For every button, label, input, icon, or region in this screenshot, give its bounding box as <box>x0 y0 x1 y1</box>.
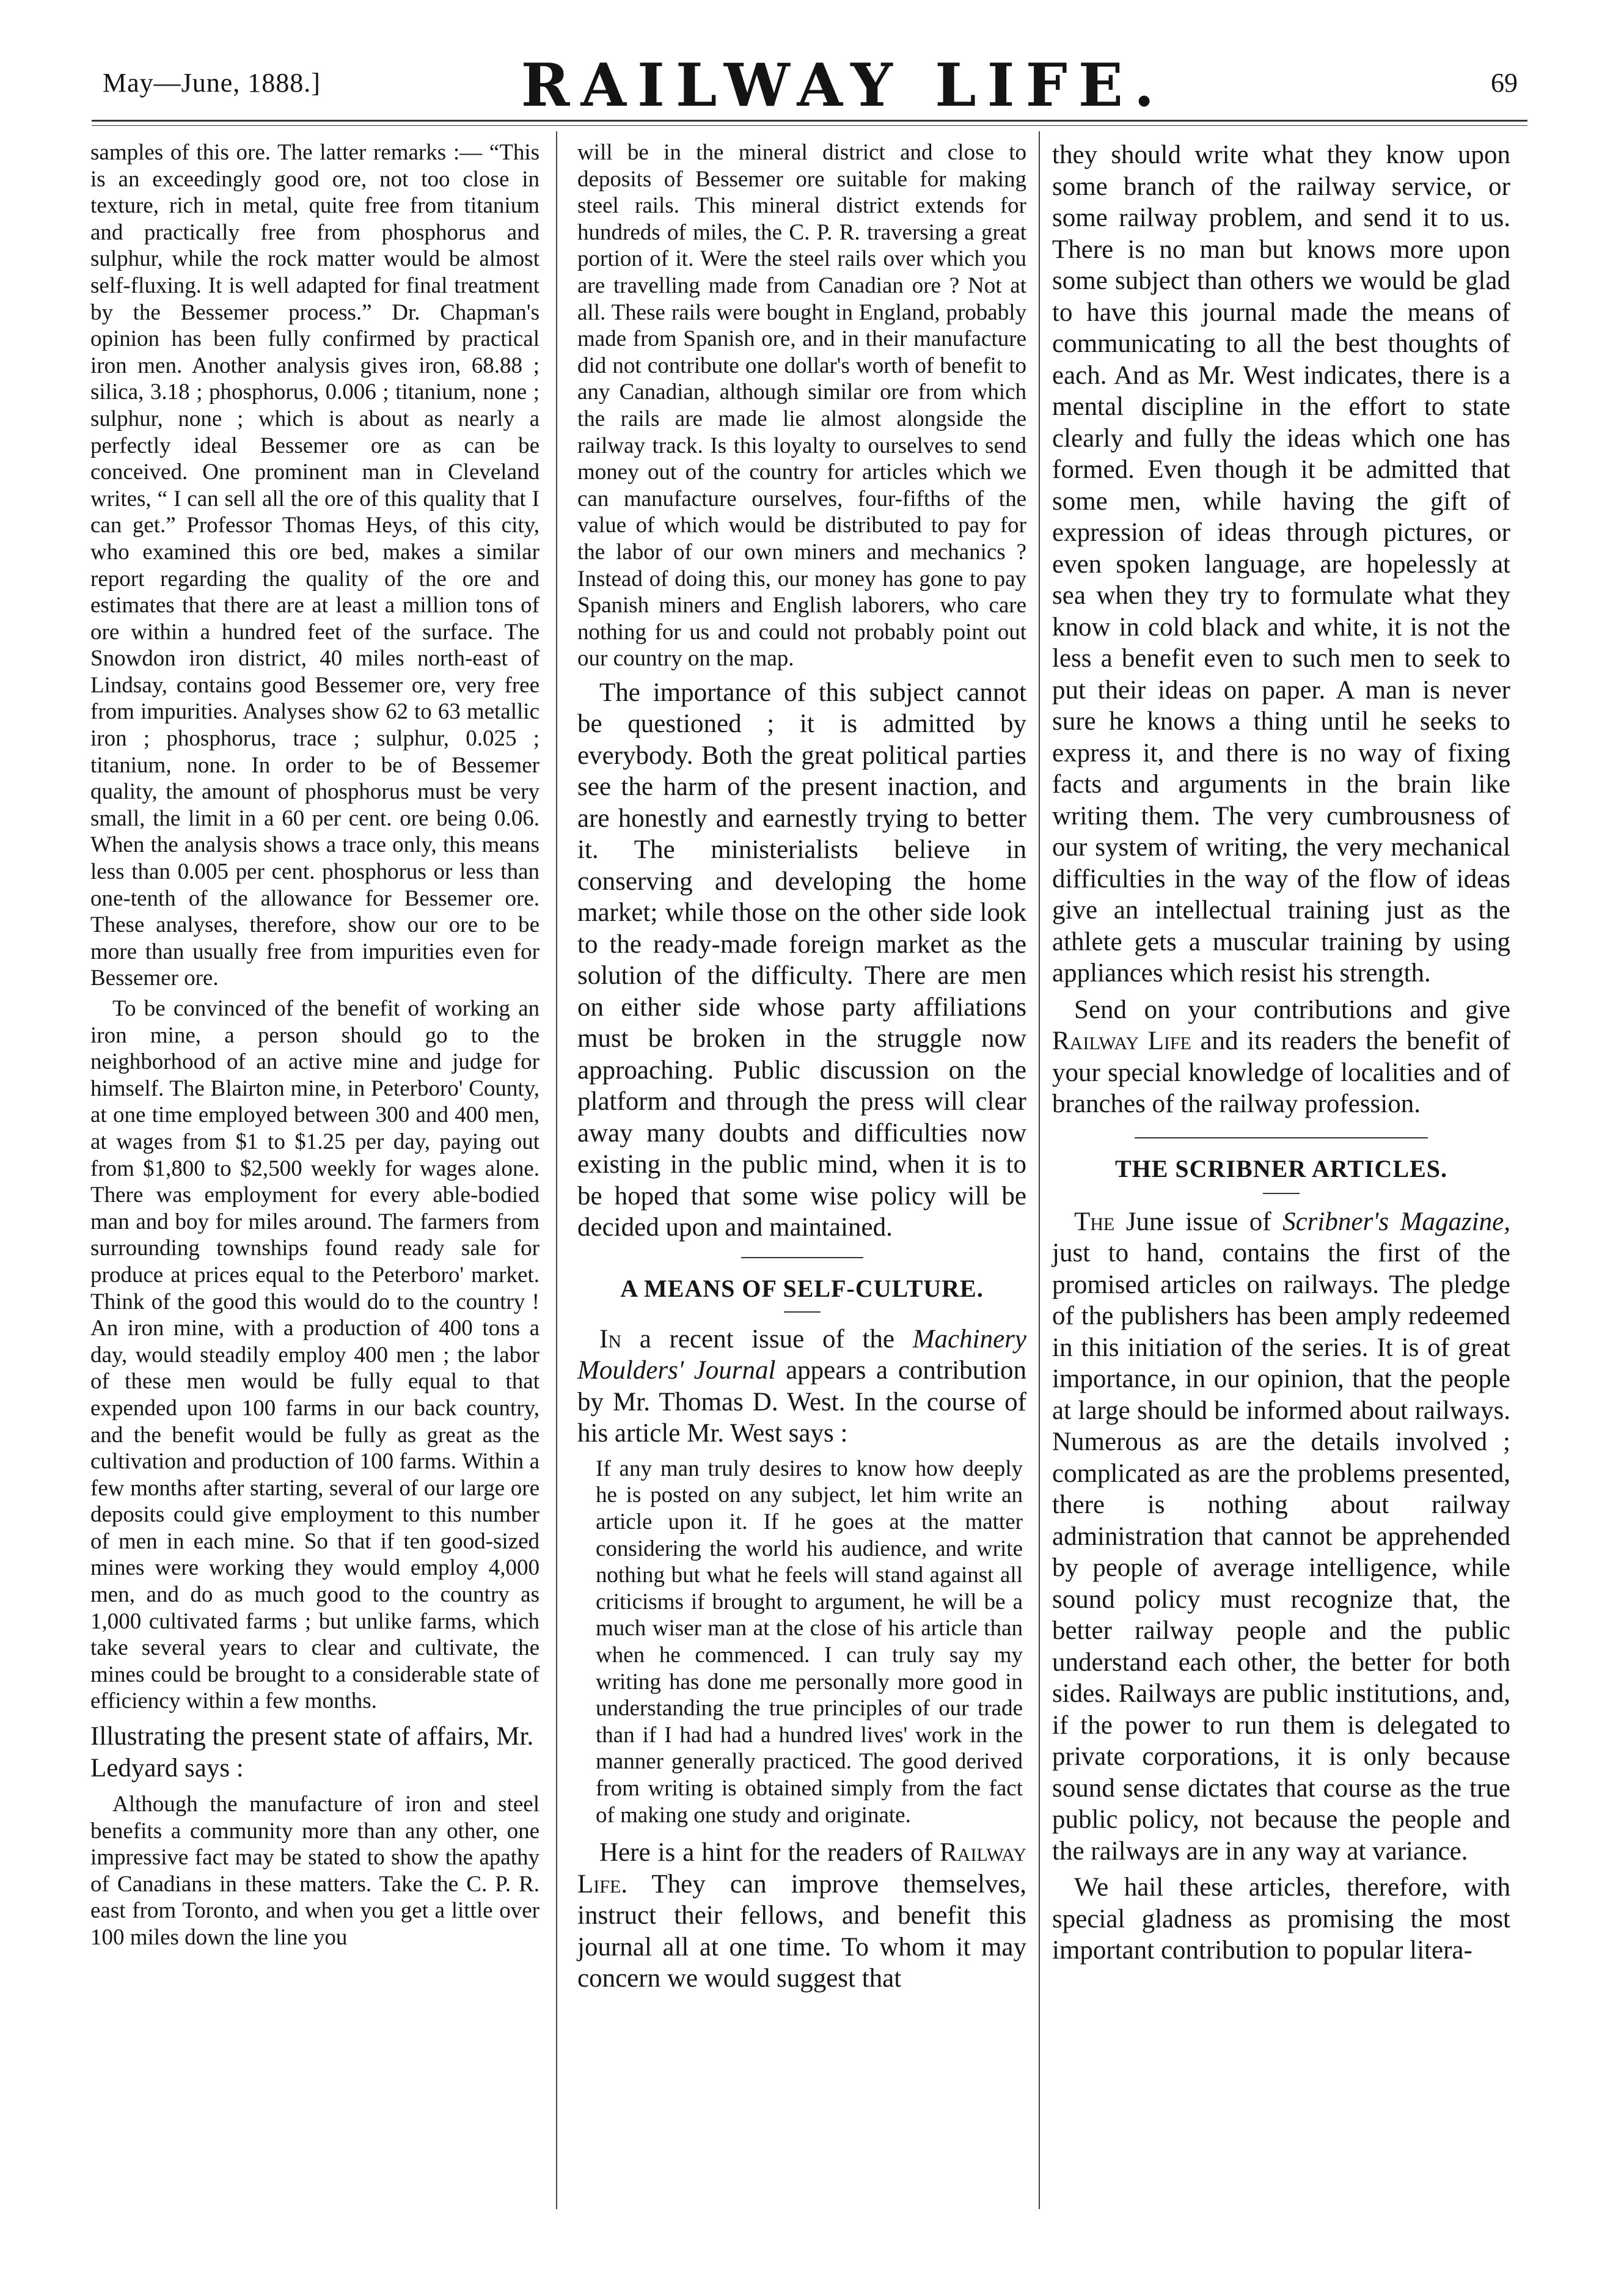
col3-p2-text-a: Send on your contributions and give <box>1074 995 1510 1024</box>
col1-paragraph-1: samples of this ore. The latter remarks :— “This is an exceedingly good ore, not too close in texture, rich in metal, quite free from titanium and practically free from phosphorus and sulphur, while the rock matter would be almost self-fluxing. It is well adapted for final treatment by the Bessemer process.” Dr. Chapman's opinion has been fully confirmed by practical iron men. Another analysis gives iron, 68.88 ; silica, 3.18 ; phosphorus, 0.006 ; titanium, none ; sulphur, none ; which is about as nearly a perfectly ideal Bessemer ore as can be conceived. One prominent man in Cleveland writes, “ I can sell all the ore of this quality that I can get.” Professor Thomas Heys, of this city, who examined this ore bed, makes a similar report regarding the quality of the ore and estimates that there are at least a million tons of ore within a hundred feet of the surface. The Snowdon iron district, 40 miles north-east of Lindsay, contains good Bessemer ore, very free from impurities. Analyses show 62 to 63 metallic iron ; phosphorus, trace ; sulphur, 0.025 ; titanium, none. In order to be of Bessemer quality, the amount of phosphorus must be very small, the limit in a 60 per cent. ore being 0.06. When the analysis shows a trace only, this means less than 0.005 per cent. phosphorus or less than one-tenth of the allowance for Bessemer ore. These analyses, therefore, show our ore to be more than usually free from impurities even for Bessemer ore. <box>90 140 540 991</box>
dropcap-word: The <box>1074 1207 1115 1236</box>
header-rule-thin <box>92 125 1527 126</box>
col1-paragraph-3: Illustrating the present state of affairs, Mr. Ledyard says : <box>90 1722 534 1783</box>
dropcap-word: In <box>599 1324 621 1354</box>
magazine-title: Scribner's Magazine, <box>1282 1207 1510 1236</box>
col2-p3-text-b: appears a contribution by Mr. Thomas D. West. In the course of his article Mr. West says : <box>577 1356 1026 1448</box>
col1-quote: Although the manufacture of iron and steel benefits a community more than any other, one impressive fact may be stated to show the apathy of Canadians in these matters. Take the C. P. R. east from Toronto, and when you get a little over 100 miles down the line you <box>90 1792 540 1950</box>
issue-date: May—June, 1888.] <box>103 68 321 98</box>
header-rule <box>92 120 1527 122</box>
page-number: 69 <box>1491 68 1518 98</box>
col2-p4-text-a: Here is a hint for the readers of <box>599 1838 940 1867</box>
col2-p3-text-a: a recent issue of the <box>621 1324 913 1354</box>
col3-paragraph-4: We hail these articles, therefore, with special gladness as promising the most important contribution to popular litera- <box>1052 1873 1510 1965</box>
publication-name: Railway Life <box>577 1838 1026 1899</box>
section-heading-self-culture: A MEANS OF SELF-CULTURE. <box>620 1274 984 1302</box>
col2-quote: If any man truly desires to know how deeply he is posted on any subject, let him write an article upon it. If he goes at the matter considering the world his audience, and write nothing but what he feels will stand against all criticisms if brought to argument, he will be a much wiser man at the close of his article than when he commenced. I can truly say my writing has done me personally more good in understanding the true principles of our trade than if I had had a hundred lives' work in the manner generally practiced. The good derived from writing is obtained simply from the fact of making one study and originate. <box>596 1456 1023 1828</box>
column-divider-2 <box>1039 131 1040 2209</box>
col2-paragraph-2: The importance of this subject cannot be questioned ; it is admitted by everybody. Both the great political parties see the harm of the present inaction, and are honestly and earnestly trying to better it. The ministerialists believe in conserving and developing the home market; while those on the other side look to the ready-made foreign market as the solution of the difficulty. There are men on either side whose party affiliations must be broken in the struggle now approaching. Public discussion on the platform and through the press will clear away many doubts and difficulties now existing in the public mind, when it is to be hoped that some wise policy will be decided upon and maintained. <box>577 678 1026 1242</box>
col3-paragraph-1: they should write what they know upon some branch of the railway service, or some railway problem, and send it to us. There is no man but knows more upon some subject than others we would be glad to have this journal made the means of communicating to all the best thoughts of each. And as Mr. West indicates, there is a mental discipline in the effort to state clearly and fully the ideas which one has formed. Even though it be admitted that some men, while having the gift of expression of ideas through pictures, or even spoken language, are hopelessly at sea when they try to formulate what they know in cold black and white, it is not the less a benefit even to such men to seek to put their ideas on paper. A man is never sure he knows a thing until he seeks to express it, and there is no way of fixing facts and arguments in the brain like writing them. The very cumbrousness of our system of writing, the very mechanical difficulties in the way of the flow of ideas give an intellectual training just as the athlete gets a muscular training by using appliances which resist his strength. <box>1052 141 1510 988</box>
column-divider-1 <box>556 131 557 2209</box>
journal-title: Machinery Moulders' Journal <box>577 1324 1026 1385</box>
column-1 <box>90 139 540 1951</box>
col2-paragraph-3 <box>577 1324 1026 1449</box>
publication-name: Railway Life <box>1052 1027 1191 1055</box>
col3-paragraph-3 <box>1052 1206 1510 1867</box>
col1-paragraph-2: To be convinced of the benefit of working an iron mine, a person should go to the neighborhood of an active mine and judge for himself. The Blairton mine, in Peterboro' County, at one time employed between 300 and 400 men, at wages from $1 to $1.25 per day, paying out from $1,800 to $2,500 weekly for wages alone. There was employment for every able-bodied man and boy for miles around. The farmers from surrounding townships found ready sale for produce at prices equal to the Peterboro' market. Think of the good this would do to the country ! An iron mine, with a production of 400 tons a day, would steadily employ 400 men ; the labor of these men would be fully equal to that expended upon 100 farms in our back country, and the benefit would be fully as great as the cultivation and production of 100 farms. Within a few months after starting, several of our large ore deposits could give employment to this number of men in each mine. So that if ten good-sized mines were working they would employ 4,000 men, and do as much good to the country as 1,000 cultivated farms ; but unlike farms, which take several years to clear and cultivate, the mines could be brought to a considerable state of efficiency within a few months. <box>90 996 540 1714</box>
column-3 <box>1052 139 1510 1966</box>
masthead-title: RAILWAY LIFE. <box>521 51 1166 120</box>
col2-paragraph-4 <box>577 1837 1026 1995</box>
col3-p3-text-a: June issue of <box>1114 1207 1283 1236</box>
col3-paragraph-2 <box>1052 994 1510 1120</box>
col3-p2-text-b: and its readers the benefit of your special knowledge of localities and of branches of the railway profession. <box>1052 1027 1510 1118</box>
section-heading-scribner: THE SCRIBNER ARTICLES. <box>1114 1154 1448 1182</box>
col2-paragraph-1: will be in the mineral district and close to deposits of Bessemer ore suitable for making steel rails. This mineral district extends for hundreds of miles, the C. P. R. traversing a great portion of it. Were the steel rails over which you are travelling made from Canadian ore ? Not at all. These rails were bought in England, probably made from Spanish ore, and in their manufacture did not contribute one dollar's worth of benefit to any Canadian, although similar ore from which the rails are made lie almost alongside the railway track. Is this loyalty to ourselves to send money out of the country for articles which we can manufacture ourselves, four-fifths of the value of which would be distributed to pay for the labor of our own miners and mechanics ? Instead of doing this, our money has gone to pay Spanish miners and English laborers, who care nothing for us and could not probably point out our country on the map. <box>577 140 1026 672</box>
col3-p3-text-b: just to hand, contains the first of the promised articles on railways. The pledge of the publishers has been amply redeemed in this initiation of the series. It is of great importance, in our opinion, that the people at large should be informed about railways. Numerous as are the details involved ; complicated as are the problems presented, there is nothing about railway administration that cannot be apprehended by people of average intelligence, while sound policy must recognize that, the better railway people and the public understand each other, the better for both sides. Railways are public institutions, and, if the power to run them is delegated to private corporations, it is only because sound sense dictates that course as the true public policy, not because the people and the railways are in any way at variance. <box>1052 1239 1510 1866</box>
column-2 <box>577 139 1026 1995</box>
col2-p4-text-b: . They can improve themselves, instruct their fellows, and benefit this journal all at one time. To whom it may concern we would suggest that <box>577 1869 1026 1993</box>
